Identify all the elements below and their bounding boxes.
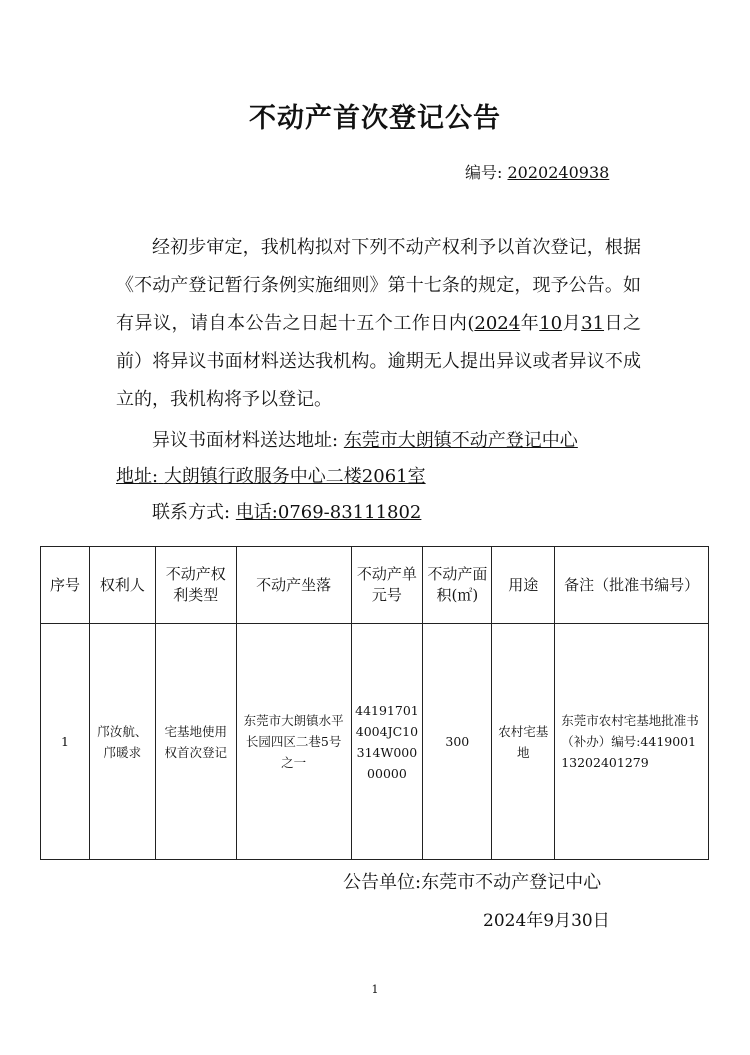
page-number: 1: [371, 983, 379, 996]
year-char: 年: [520, 313, 540, 334]
issue-date: 2024年9月30日: [483, 911, 610, 931]
objection-address-line: [152, 426, 578, 452]
address-detail-value: 大朗镇行政服务中心二楼2061室: [163, 466, 426, 487]
header-right-type: 不动产权利类型: [155, 547, 236, 624]
issuer-line: 公告单位:东莞市不动产登记中心: [343, 872, 602, 893]
cell-location: 东莞市大朗镇水平长园四区二巷5号之一: [236, 624, 351, 860]
header-holder: 权利人: [89, 547, 155, 624]
deadline-day: 31: [581, 313, 605, 334]
objection-address-label: 异议书面材料送达地址:: [152, 430, 339, 451]
address-detail-line: [116, 462, 426, 488]
notice-text-a: 经初步审定，我机构拟对下列不动产权利予以首次登记，根据《不动产登记暂行条例实施细则》第十七条的规定，现予公告。如有异议，请自本公告之日起十五个工作日内(: [116, 237, 641, 334]
cell-holder: 邝汝航、邝暖求: [89, 624, 155, 860]
notice-text-b: 日之前）将异议书面材料送达我机构。逾期无人提出异议或者异议不成立的，我机构将予以登记。: [116, 313, 642, 410]
document-number: [465, 160, 609, 183]
document-number-value: 2020240938: [507, 163, 610, 182]
header-location: 不动产坐落: [236, 547, 351, 624]
cell-unit-no: 441917014004JC10314W00000000: [351, 624, 423, 860]
deadline-year: 2024: [474, 313, 521, 334]
table-row: [41, 624, 709, 860]
header-seq: 序号: [41, 547, 90, 624]
cell-area: 300: [423, 624, 492, 860]
header-area: 不动产面积(㎡): [423, 547, 492, 624]
cell-right-type: 宅基地使用权首次登记: [155, 624, 236, 860]
cell-note: 东莞市农村宅基地批准书（补办）编号:441900113202401279: [555, 624, 709, 860]
table-header-row: [41, 547, 709, 624]
header-note: 备注（批准书编号）: [555, 547, 709, 624]
header-usage: 用途: [492, 547, 555, 624]
cell-seq: 1: [41, 624, 90, 860]
page-title: 不动产首次登记公告: [249, 103, 501, 134]
document-number-label: 编号:: [465, 163, 503, 182]
registration-table: [40, 546, 709, 860]
address-detail-label: 地址:: [116, 466, 159, 487]
contact-line: [152, 498, 461, 524]
notice-paragraph: [116, 229, 641, 419]
objection-address-value: 东莞市大朗镇不动产登记中心: [343, 430, 578, 451]
month-char: 月: [562, 313, 582, 334]
contact-label: 联系方式:: [152, 502, 231, 523]
deadline-month: 10: [539, 313, 563, 334]
cell-usage: 农村宅基地: [492, 624, 555, 860]
header-unit-no: 不动产单元号: [351, 547, 423, 624]
contact-value: 电话:0769-83111802: [235, 502, 422, 523]
